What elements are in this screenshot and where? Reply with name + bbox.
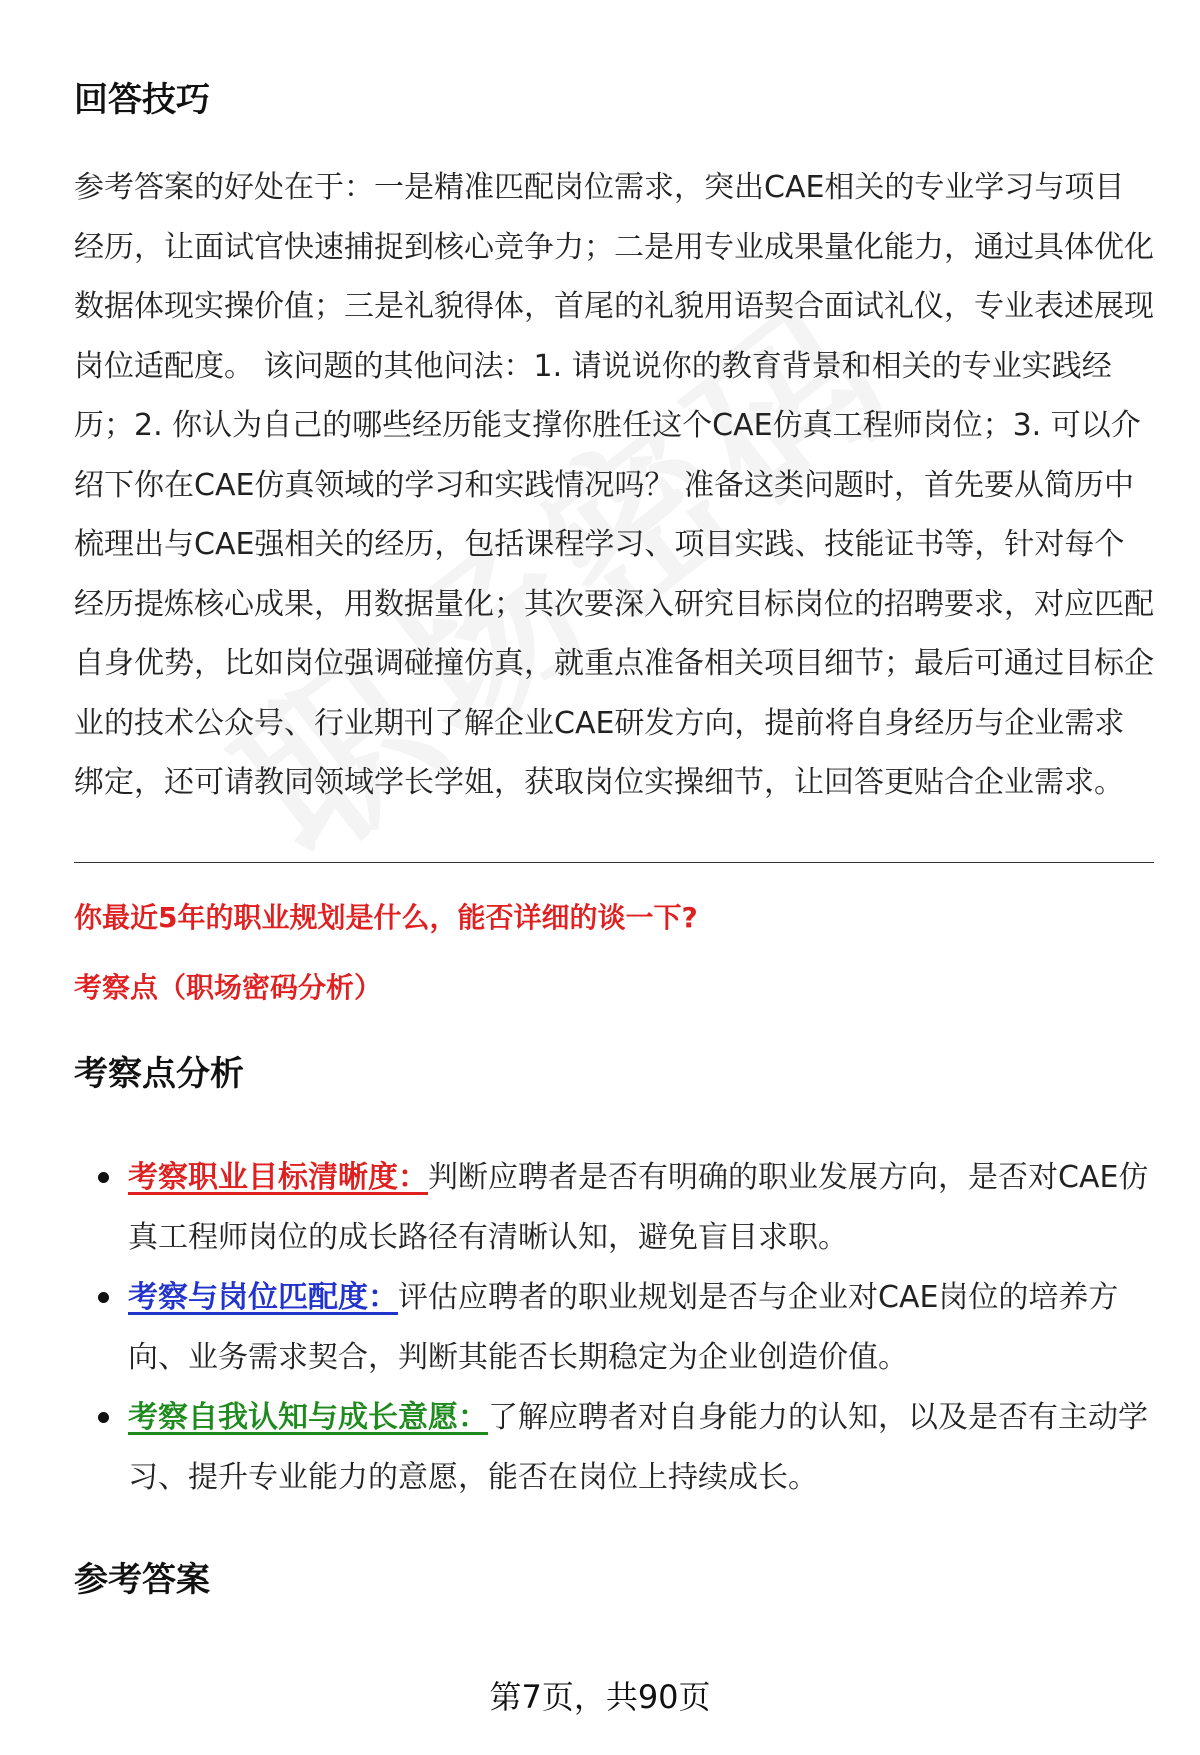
analysis-text: 评估应聘者的职业规划是否与企业对CAE岗位的培养方向、业务需求契合，判断其能否长期稳定为企业创造价值。 [128,1280,1119,1375]
bullet-dot-icon [98,1292,109,1303]
bullet-dot-icon [98,1172,109,1183]
section-heading-analysis: 考察点分析 [74,1054,244,1094]
bullet-dot-icon [98,1412,109,1423]
section-heading-reference-answer: 参考答案 [74,1560,210,1600]
list-item [74,1148,1154,1268]
list-item [74,1388,1154,1508]
section-divider [74,862,1154,863]
analysis-list [74,1148,1154,1508]
analysis-keyword: 考察职业目标清晰度： [128,1160,428,1195]
analysis-keyword: 考察自我认知与成长意愿： [128,1400,488,1435]
analysis-text: 了解应聘者对自身能力的认知，以及是否有主动学习、提升专业能力的意愿，能否在岗位上持续成长。 [128,1400,1148,1495]
page-number: 第7页，共90页 [489,1678,711,1716]
answer-tips-paragraph: 参考答案的好处在于：一是精准匹配岗位需求，突出CAE相关的专业学习与项目经历，让面试官快速捕捉到核心竞争力；二是用专业成果量化能力，通过具体优化数据体现实操价值；三是礼貌得体，首尾的礼貌用语契合面试礼仪，专业表述展现岗位适配度。 该问题的其他问法：1. 请说说你的教育背景和相关的专业实践经历；2. 你认为自己的哪些经历能支撑你胜任这个CAE仿真工程师岗位；3. 可以介绍下你在CAE仿真领域的学习和实践情况吗？ 准备这类问题时，首先要从简历中梳理出与CAE强相关的经历，包括课程学习、项目实践、技能证书等，针对每个经历提炼核心成果，用数据量化；其次要深入研究目标岗位的招聘要求，对应匹配自身优势，比如岗位强调碰撞仿真，就重点准备相关项目细节；最后可通过目标企业的技术公众号、行业期刊了解企业CAE研发方向，提前将自身经历与企业需求绑定，还可请教同领域学长学姐，获取岗位实操细节，让回答更贴合企业需求。 [74,170,1154,800]
list-item [74,1268,1154,1388]
analysis-text: 判断应聘者是否有明确的职业发展方向，是否对CAE仿真工程师岗位的成长路径有清晰认知，避免盲目求职。 [128,1160,1149,1255]
question-title: 你最近5年的职业规划是什么，能否详细的谈一下? [74,901,698,934]
section-heading-answer-tips: 回答技巧 [74,80,210,120]
question-subtitle: 考察点（职场密码分析） [74,971,383,1004]
analysis-keyword: 考察与岗位匹配度： [128,1280,398,1315]
